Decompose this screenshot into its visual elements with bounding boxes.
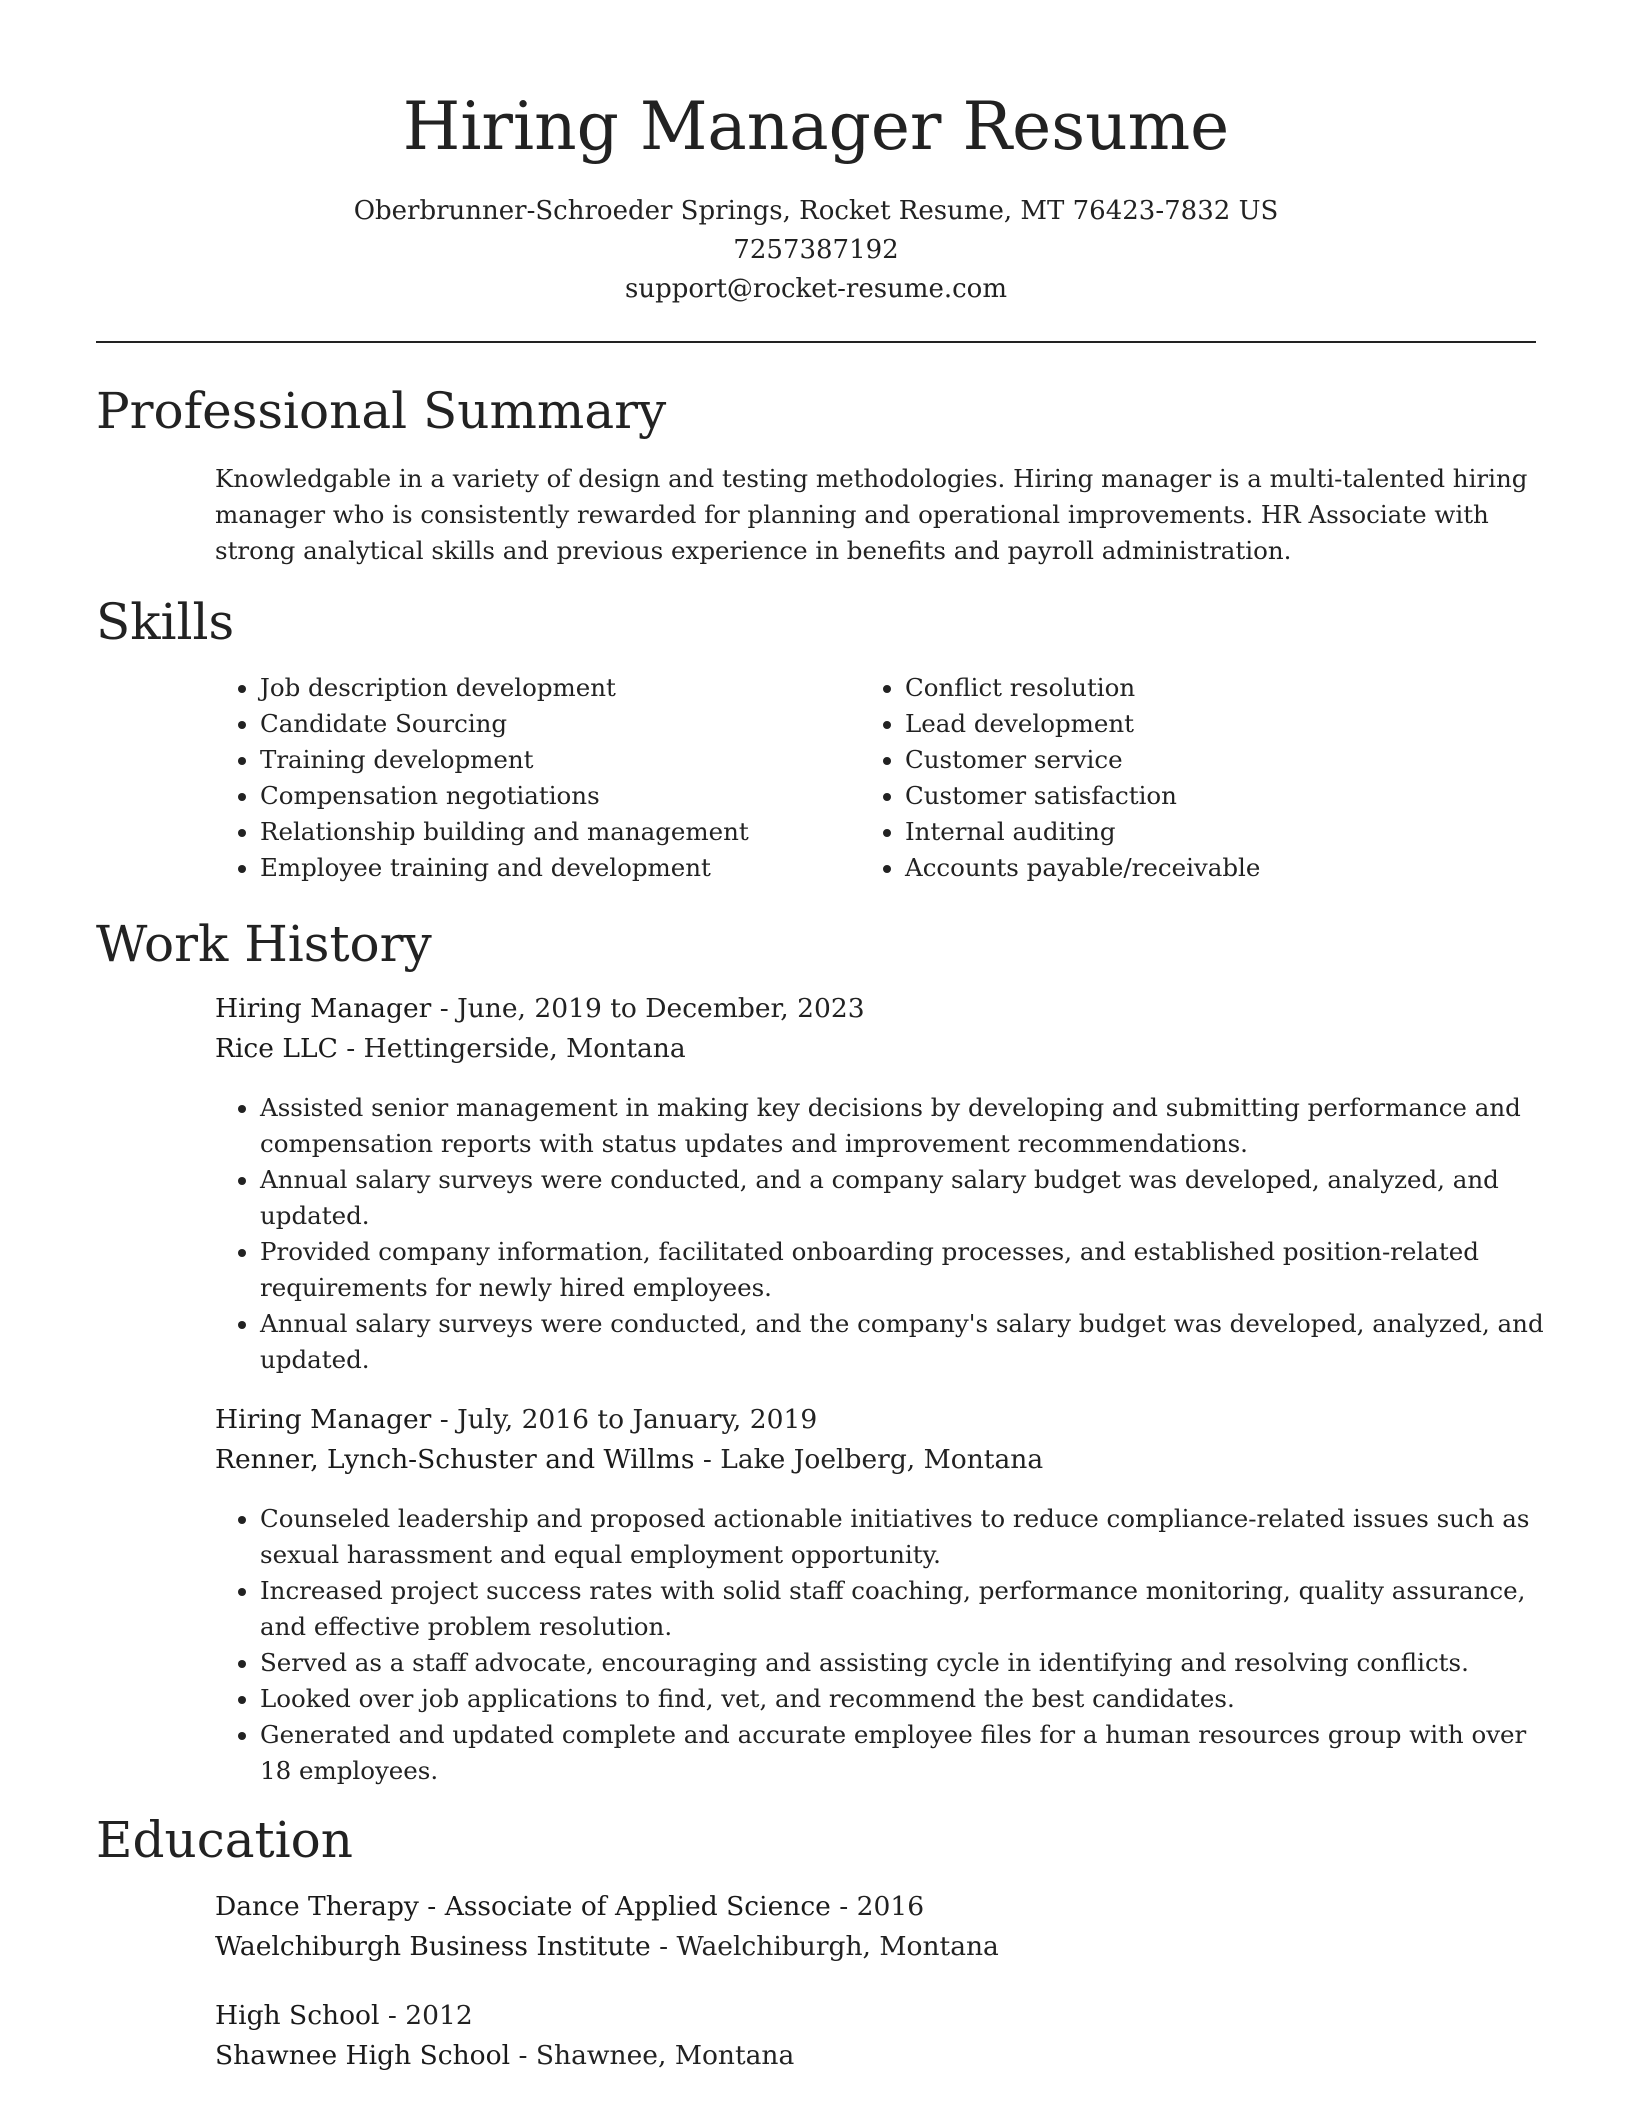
skill-item: • Relationship building and management — [260, 814, 880, 850]
education-heading: Education — [96, 1811, 353, 1869]
skill-item: • Compensation negotiations — [260, 778, 880, 814]
summary-heading: Professional Summary — [96, 382, 667, 440]
job-bullets — [215, 1090, 1550, 1378]
education-school-line — [215, 2036, 794, 2076]
skill-item: • Training development — [260, 742, 880, 778]
job-company-line — [215, 1440, 1043, 1480]
education-location: - Waelchiburgh, Montana — [650, 1931, 999, 1962]
contact-address: Oberbrunner-Schroeder Springs, Rocket Resume, MT 76423-7832 US — [353, 196, 1279, 226]
job-company-line — [215, 1029, 686, 1069]
skill-item: • Conflict resolution — [905, 670, 1565, 706]
skill-item: • Candidate Sourcing — [260, 706, 880, 742]
job-title: Hiring Manager — [215, 993, 432, 1024]
job-title-line — [215, 1400, 817, 1440]
job-company: Rice LLC — [215, 1033, 338, 1064]
skill-item: • Lead development — [905, 706, 1565, 742]
job-bullet: • Served as a staff advocate, encouraging and assisting cycle in identifying and resolving conflicts. — [260, 1645, 1550, 1681]
job-dates: - July, 2016 to January, 2019 — [431, 1404, 818, 1435]
job-location: - Lake Joelberg, Montana — [694, 1444, 1044, 1475]
skill-item: • Internal auditing — [905, 814, 1565, 850]
skill-item: • Customer satisfaction — [905, 778, 1565, 814]
job-dates: - June, 2019 to December, 2023 — [431, 993, 865, 1024]
job-bullet: • Generated and updated complete and accurate employee files for a human resources group with over 18 employees. — [260, 1717, 1550, 1789]
skills-list-left — [215, 670, 880, 886]
job-location: - Hettingerside, Montana — [337, 1033, 686, 1064]
job-bullet: • Looked over job applications to find, vet, and recommend the best candidates. — [260, 1681, 1550, 1717]
education-year: - 2016 — [830, 1891, 925, 1922]
contact-email: support@rocket-resume.com — [624, 274, 1007, 304]
skills-list-right — [860, 670, 1565, 886]
header-divider — [96, 341, 1536, 343]
education-location: - Shawnee, Montana — [510, 2040, 795, 2071]
job-bullets — [215, 1501, 1550, 1789]
education-degree-line — [215, 1887, 924, 1927]
resume-title: Hiring Manager Resume — [402, 88, 1230, 165]
job-bullet: • Annual salary surveys were conducted, and the company's salary budget was developed, analyzed, and updated. — [260, 1306, 1550, 1378]
skill-item: • Job description development — [260, 670, 880, 706]
education-degree: Dance Therapy - Associate of Applied Science — [215, 1891, 831, 1922]
skill-item: • Employee training and development — [260, 850, 880, 886]
job-bullet: • Provided company information, facilitated onboarding processes, and established position-related requirements for newly hired employees. — [260, 1234, 1550, 1306]
job-title: Hiring Manager — [215, 1404, 432, 1435]
education-year: - 2012 — [379, 2000, 473, 2031]
job-bullet: • Assisted senior management in making key decisions by developing and submitting performance and compensation reports with status updates and improvement recommendations. — [260, 1090, 1550, 1162]
skill-item: • Customer service — [905, 742, 1565, 778]
job-bullet: • Annual salary surveys were conducted, and a company salary budget was developed, analyzed, and updated. — [260, 1162, 1550, 1234]
contact-phone: 7257387192 — [733, 235, 899, 265]
summary-text: Knowledgable in a variety of design and testing methodologies. Hiring manager is a multi-talented hiring manager who is consistently rewarded for planning and operational improvements. HR Associate with strong analytical skills and previous experience in benefits and payroll administration. — [215, 464, 1528, 565]
work-history-heading: Work History — [96, 915, 432, 973]
skills-heading: Skills — [96, 593, 235, 651]
job-title-line — [215, 989, 865, 1029]
job-company: Renner, Lynch-Schuster and Willms — [215, 1444, 695, 1475]
education-school: Waelchiburgh Business Institute — [215, 1931, 651, 1962]
education-degree-line — [215, 1996, 473, 2036]
skill-item: • Accounts payable/receivable — [905, 850, 1565, 886]
education-school-line — [215, 1927, 999, 1967]
job-bullet: • Increased project success rates with solid staff coaching, performance monitoring, quality assurance, and effective problem resolution. — [260, 1573, 1550, 1645]
education-school: Shawnee High School — [215, 2040, 511, 2071]
job-bullet: • Counseled leadership and proposed actionable initiatives to reduce compliance-related issues such as sexual harassment and equal employment opportunity. — [260, 1501, 1550, 1573]
education-degree: High School — [215, 2000, 380, 2031]
